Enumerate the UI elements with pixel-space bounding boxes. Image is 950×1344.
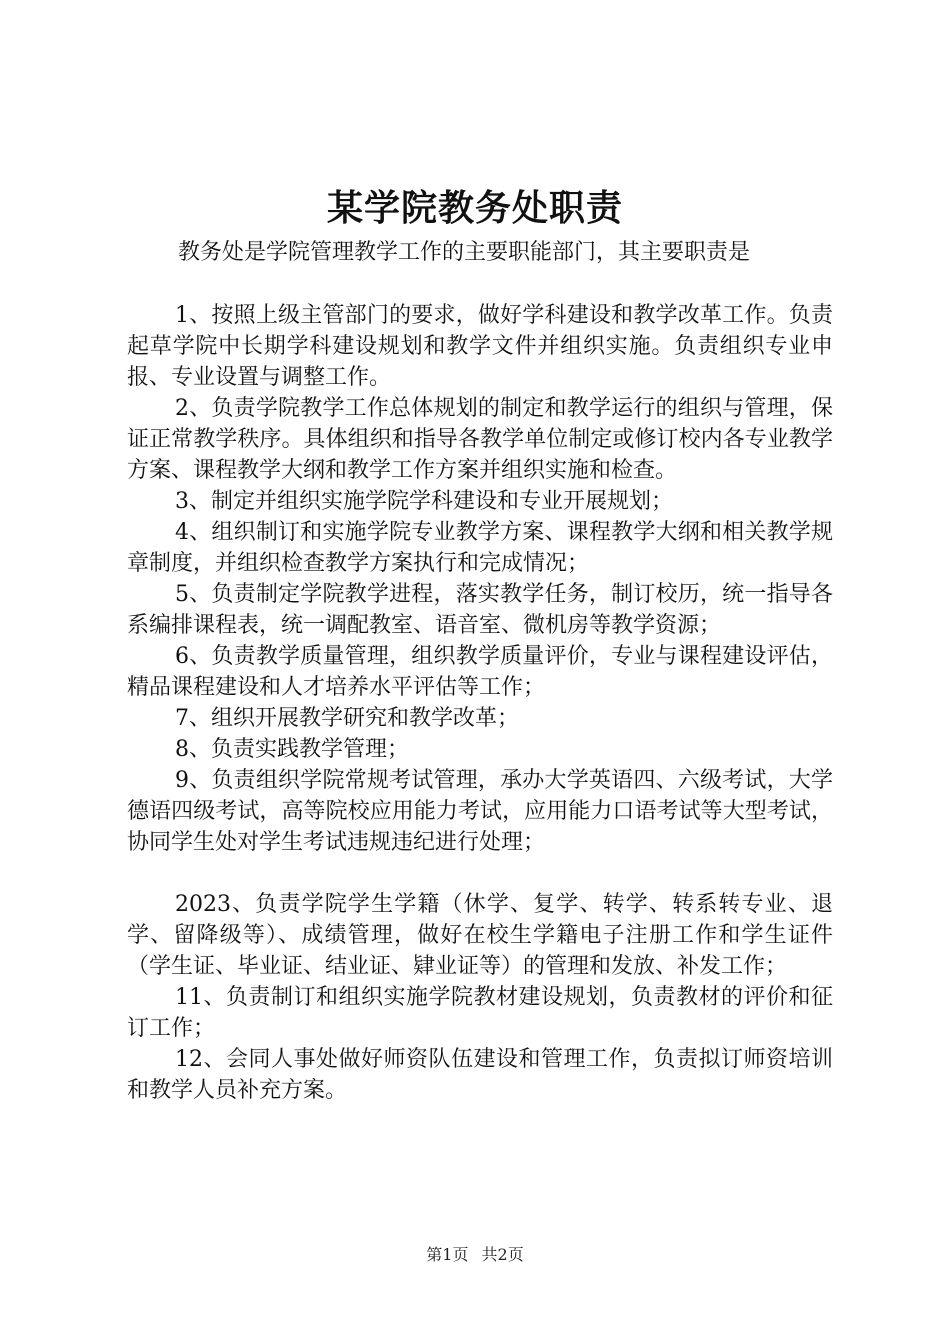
duty-item-10: 2023、负责学院学生学籍（休学、复学、转学、转系转专业、退学、留降级等）、成绩管理，做好在校生学籍电子注册工作和学生证件（学生证、毕业证、结业证、肄业证等）的管理和发放、补发工作；: [127, 892, 833, 979]
duty-item-7: 7、组织开展教学研究和教学改革；: [175, 706, 519, 731]
page-total: 共2页: [481, 1245, 524, 1264]
duty-item-9: 9、负责组织学院常规考试管理，承办大学英语四、六级考试，大学德语四级考试，高等院校应用能力考试，应用能力口语考试等大型考试，协同学生处对学生考试违规违纪进行处理；: [127, 768, 833, 855]
duty-item-4: 4、组织制订和实施学院专业教学方案、课程教学大纲和相关教学规章制度，并组织检查教学方案执行和完成情况；: [127, 520, 833, 576]
duty-item-8: 8、负责实践教学管理；: [175, 737, 409, 762]
duty-item-5: 5、负责制定学院教学进程，落实教学任务，制订校历，统一指导各系编排课程表，统一调配教室、语音室、微机房等教学资源；: [127, 582, 833, 638]
duty-item-12: 12、会同人事处做好师资队伍建设和管理工作，负责拟订师资培训和教学人员补充方案。: [127, 1047, 833, 1103]
page-footer: [0, 1244, 950, 1266]
duty-item-3: 3、制定并组织实施学院学科建设和专业开展规划；: [175, 489, 673, 514]
duty-item-11: 11、负责制订和组织实施学院教材建设规划，负责教材的评价和征订工作；: [127, 985, 833, 1041]
page-number: 第1页: [426, 1245, 469, 1264]
duty-item-2: 2、负责学院教学工作总体规划的制定和教学运行的组织与管理，保证正常教学秩序。具体组织和指导各教学单位制定或修订校内各专业教学方案、课程教学大纲和教学工作方案并组织实施和检查。: [127, 396, 833, 483]
intro-paragraph: 教务处是学院管理教学工作的主要职能部门，其主要职责是: [178, 240, 751, 265]
document-title: 某学院教务处职责: [326, 187, 623, 229]
document-body: [127, 300, 833, 1106]
duty-item-1: 1、按照上级主管部门的要求，做好学科建设和教学改革工作。负责起草学院中长期学科建设规划和教学文件并组织实施。负责组织专业申报、专业设置与调整工作。: [127, 303, 833, 390]
duty-item-6: 6、负责教学质量管理，组织教学质量评价，专业与课程建设评估，精品课程建设和人才培养水平评估等工作；: [127, 644, 833, 700]
